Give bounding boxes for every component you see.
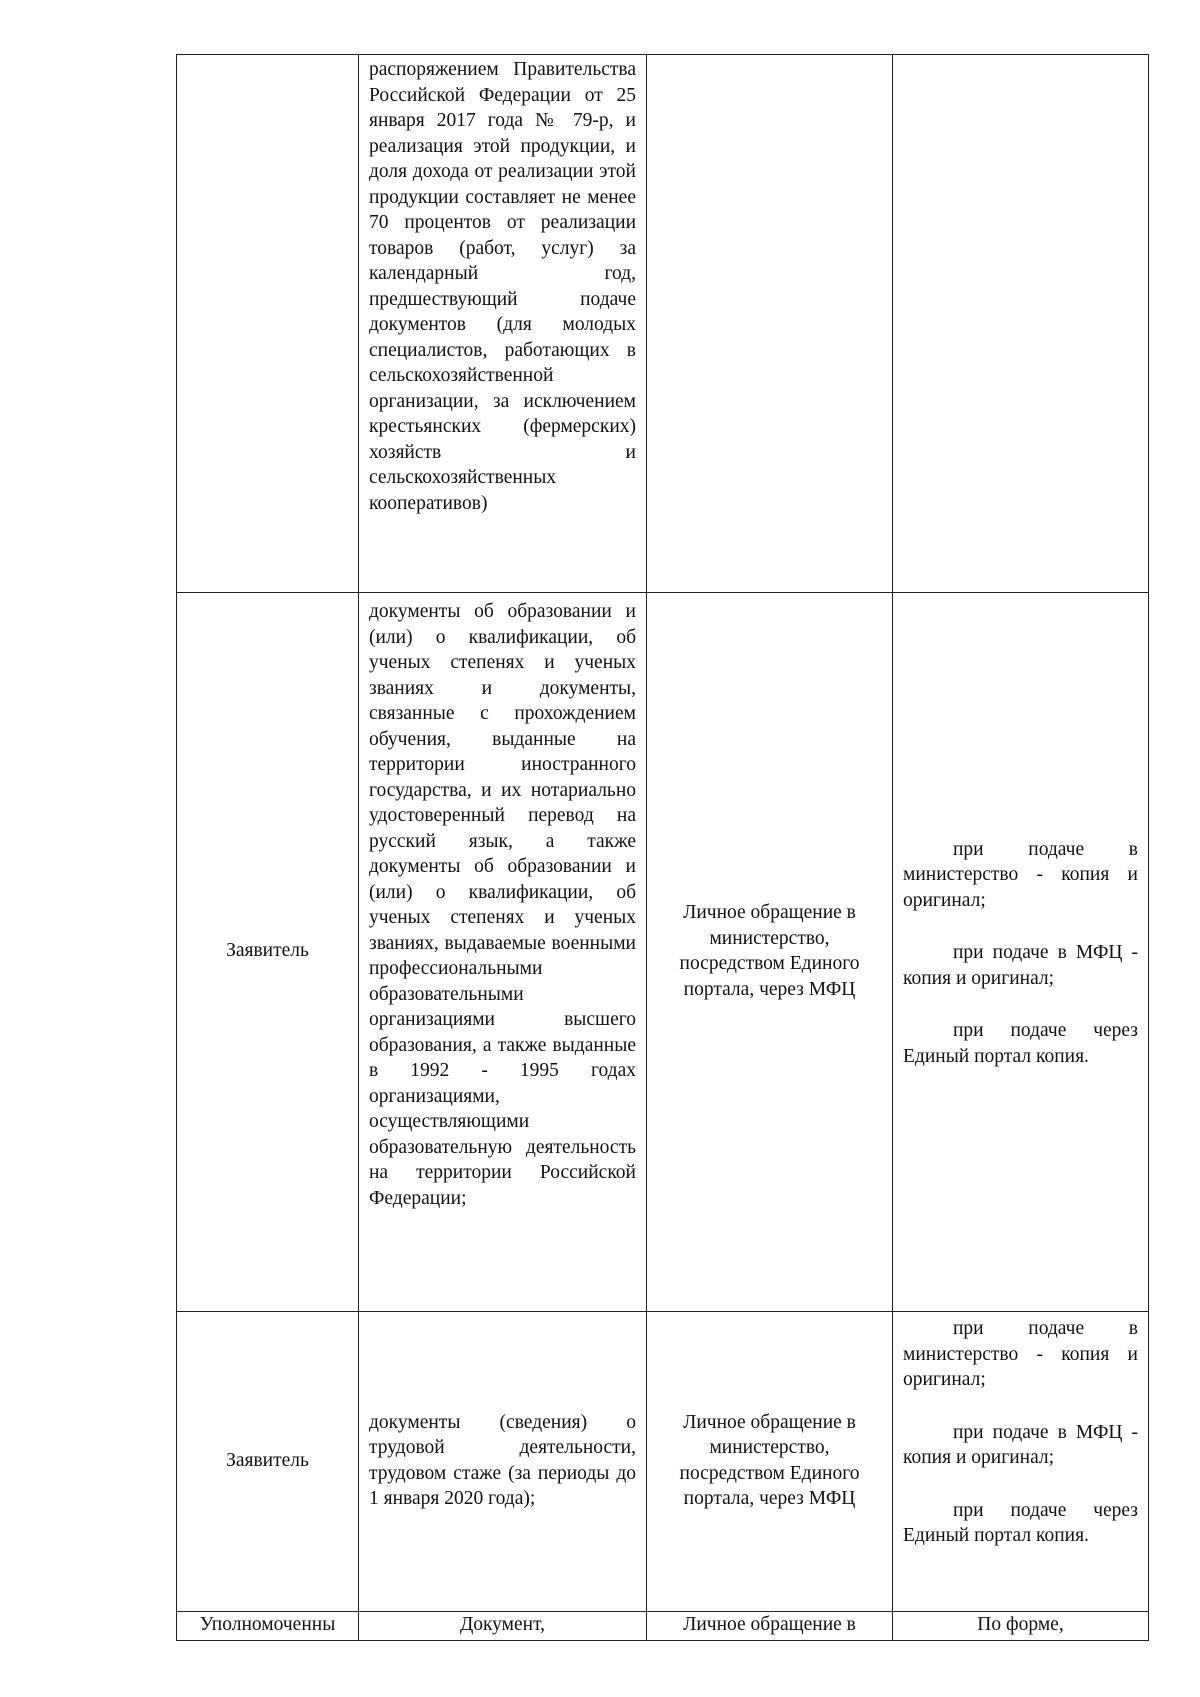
submission-method-cell: Личное обращение в — [647, 1612, 893, 1641]
submission-form-cell — [893, 55, 1149, 593]
form-paragraph: при подаче в министерство - копия и оригинал; — [903, 838, 1138, 911]
form-paragraph: при подаче через Единый портал копия. — [903, 1020, 1138, 1067]
applicant-cell: Заявитель — [177, 1312, 359, 1612]
requirements-table — [176, 54, 1149, 1641]
form-paragraph: при подаче через Единый портал копия. — [903, 1499, 1138, 1546]
document-description-cell: документы об образовании и (или) о квалификации, об ученых степенях и ученых званиях и документы, связанные с прохождением обучения, выданные на территории иностранного государства, и их нотариально удостоверенный перевод на русский язык, а также документы об образовании и (или) о квалификации, об ученых степенях и ученых званиях, выдаваемые военными профессиональными образовательными организациями высшего образования, а также выданные в 1992 - 1995 годах организациями, осуществляющими образовательную деятельность на территории Российской Федерации; — [359, 593, 647, 1312]
applicant-cell: Уполномоченны — [177, 1612, 359, 1641]
document-description-cell: Документ, — [359, 1612, 647, 1641]
document-description-cell: распоряжением Правительства Российской Федерации от 25 января 2017 года № 79-р, и реализация этой продукции, и доля дохода от реализации этой продукции составляет не менее 70 процентов от реализации товаров (работ, услуг) за календарный год, предшествующий подаче документов (для молодых специалистов, работающих в сельскохозяйственной организации, за исключением крестьянских (фермерских) хозяйств и сельскохозяйственных кооперативов) — [359, 55, 647, 593]
submission-method-cell: Личное обращение в министерство, посредством Единого портала, через МФЦ — [647, 1312, 893, 1612]
applicant-cell: Заявитель — [177, 593, 359, 1312]
form-paragraph: при подаче в МФЦ - копия и оригинал; — [903, 1421, 1138, 1468]
document-description-cell: документы (сведения) о трудовой деятельности, трудовом стаже (за периоды до 1 января 2020 года); — [359, 1312, 647, 1612]
form-paragraph: при подаче в министерство - копия и оригинал; — [903, 1318, 1138, 1390]
submission-method-cell: Личное обращение в министерство, посредством Единого портала, через МФЦ — [647, 593, 893, 1312]
submission-form-cell — [893, 593, 1149, 1312]
table-row — [177, 1612, 1149, 1641]
submission-method-cell — [647, 55, 893, 593]
submission-form-cell: По форме, — [893, 1612, 1149, 1641]
applicant-cell — [177, 55, 359, 593]
submission-form-cell — [893, 1312, 1149, 1612]
table-row — [177, 593, 1149, 1312]
table-row — [177, 1312, 1149, 1612]
table-row — [177, 55, 1149, 593]
form-paragraph: при подаче в МФЦ - копия и оригинал; — [903, 942, 1138, 989]
